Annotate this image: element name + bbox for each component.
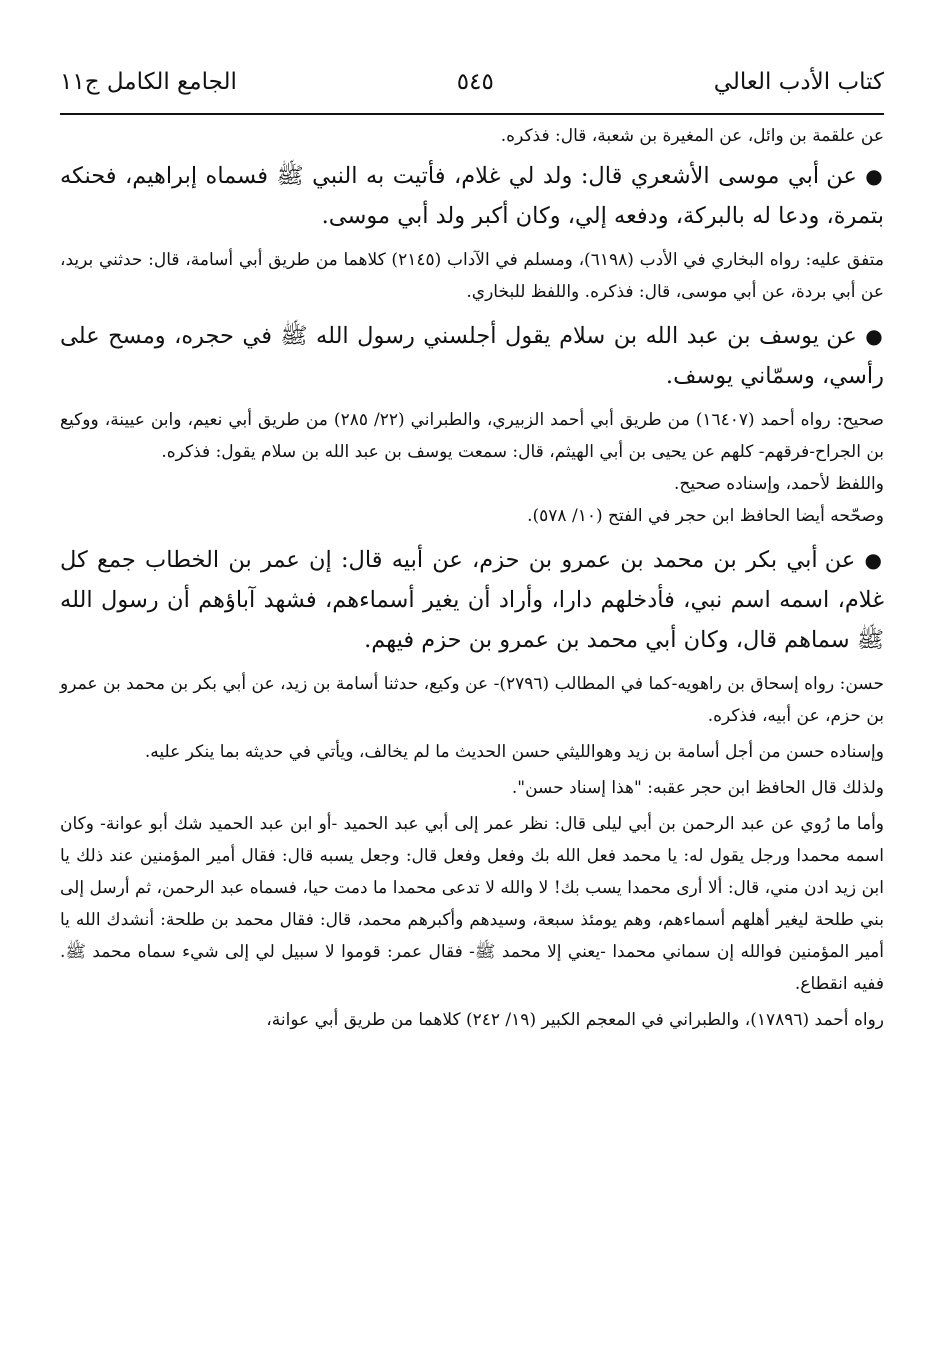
running-header [60,56,884,108]
note-paragraph: وأما ما رُوي عن عبد الرحمن بن أبي ليلى قال: نظر عمر إلى أبي عبد الحميد -أو ابن عبد الحميد شك أبو عوانة- وكان اسمه محمدا ورجل يقول له: يا محمد فعل الله بك وفعل وفعل قال: وجعل يسبه قال: فقال أمير المؤمنين عند ذلك يا ابن زيد ادن مني، قال: ألا أرى محمدا يسب بك! لا والله لا تدعى محمدا ما دمت حيا، فسماه عبد الرحمن، ثم أرسل إلى بني طلحة ليغير أهلهم أسماءهم، وهم يومئذ سبعة، وسيدهم وأكبرهم محمد، قال: فقال محمد بن طلحة: أنشدك الله يا أمير المؤمنين فوالله إن سماني محمدا -يعني إلا محمد ﷺ- فقال عمر: قوموا لا سبيل لي إلى شيء سماه محمد ﷺ. ففيه انقطاع. [60,814,884,994]
bullet-icon: ● [865,324,884,348]
note-paragraph: وإسناده حسن من أجل أسامة بن زيد وهوالليثي حسن الحديث ما لم يخالف، ويأتي في حديثه بما ينكر عليه. [144,742,884,762]
page-body [60,120,884,1036]
note-paragraph: حسن: رواه إسحاق بن راهويه-كما في المطالب (٢٧٩٦)- عن وكيع، حدثنا أسامة بن زيد، عن أبي بكر بن محمد بن عمرو بن حزم، عن أبيه، فذكره. [60,674,884,726]
note-paragraph: صحيح: رواه أحمد (١٦٤٠٧) من طريق أبي أحمد الزبيري، والطبراني (٢٢/ ٢٨٥) من طريق أبي نعيم، وابن عيينة، ووكيع بن الجراح-فرقهم- كلهم عن يحيى بن أبي الهيثم، قال: سمعت يوسف بن عبد الله بن سلام يقول: فذكره. [60,410,884,462]
bullet-icon: ● [865,164,884,188]
hadith-paragraph: ● عن أبي موسى الأشعري قال: ولد لي غلام، فأتيت به النبي ﷺ فسماه إبراهيم، فحنكه بتمرة، ودعا له بالبركة، ودفعه إلي، وكان أكبر ولد أبي موسى. [60,163,884,229]
note-paragraph: عن علقمة بن وائل، عن المغيرة بن شعبة، قال: فذكره. [500,126,884,146]
note-paragraph: متفق عليه: رواه البخاري في الأدب (٦١٩٨)، ومسلم في الآداب (٢١٤٥) كلاهما من طريق أبي أسامة، قال: حدثني بريد، عن أبي بردة، عن أبي موسى، قال: فذكره. واللفظ للبخاري. [60,250,884,302]
page-number: ٥٤٥ [456,69,494,95]
note-paragraph: رواه أحمد (١٧٨٩٦)، والطبراني في المعجم الكبير (١٩/ ٢٤٢) كلاهما من طريق أبي عوانة، [266,1010,884,1030]
hadith-paragraph: ● عن يوسف بن عبد الله بن سلام يقول أجلسني رسول الله ﷺ في حجره، ومسح على رأسي، وسمّاني يوسف. [60,323,884,389]
note-paragraph: ولذلك قال الحافظ ابن حجر عقبه: "هذا إسناد حسن". [511,778,884,798]
header-divider [60,113,884,115]
volume-label: الجامع الكامل ج١١ [60,69,237,95]
hadith-paragraph: ● عن أبي بكر بن محمد بن عمرو بن حزم، عن أبيه قال: إن عمر بن الخطاب جمع كل غلام، اسمه اسم نبي، فأدخلهم دارا، وأراد أن يغير أسماءهم، فشهد آباؤهم أن رسول الله ﷺ سماهم قال، وكان أبي محمد بن عمرو بن حزم فيهم. [60,547,884,653]
book-title: كتاب الأدب العالي [713,69,884,95]
bullet-icon: ● [864,548,884,572]
note-paragraph: واللفظ لأحمد، وإسناده صحيح. [673,474,884,494]
note-paragraph: وصحّحه أيضا الحافظ ابن حجر في الفتح (١٠/ ٥٧٨). [527,506,884,526]
